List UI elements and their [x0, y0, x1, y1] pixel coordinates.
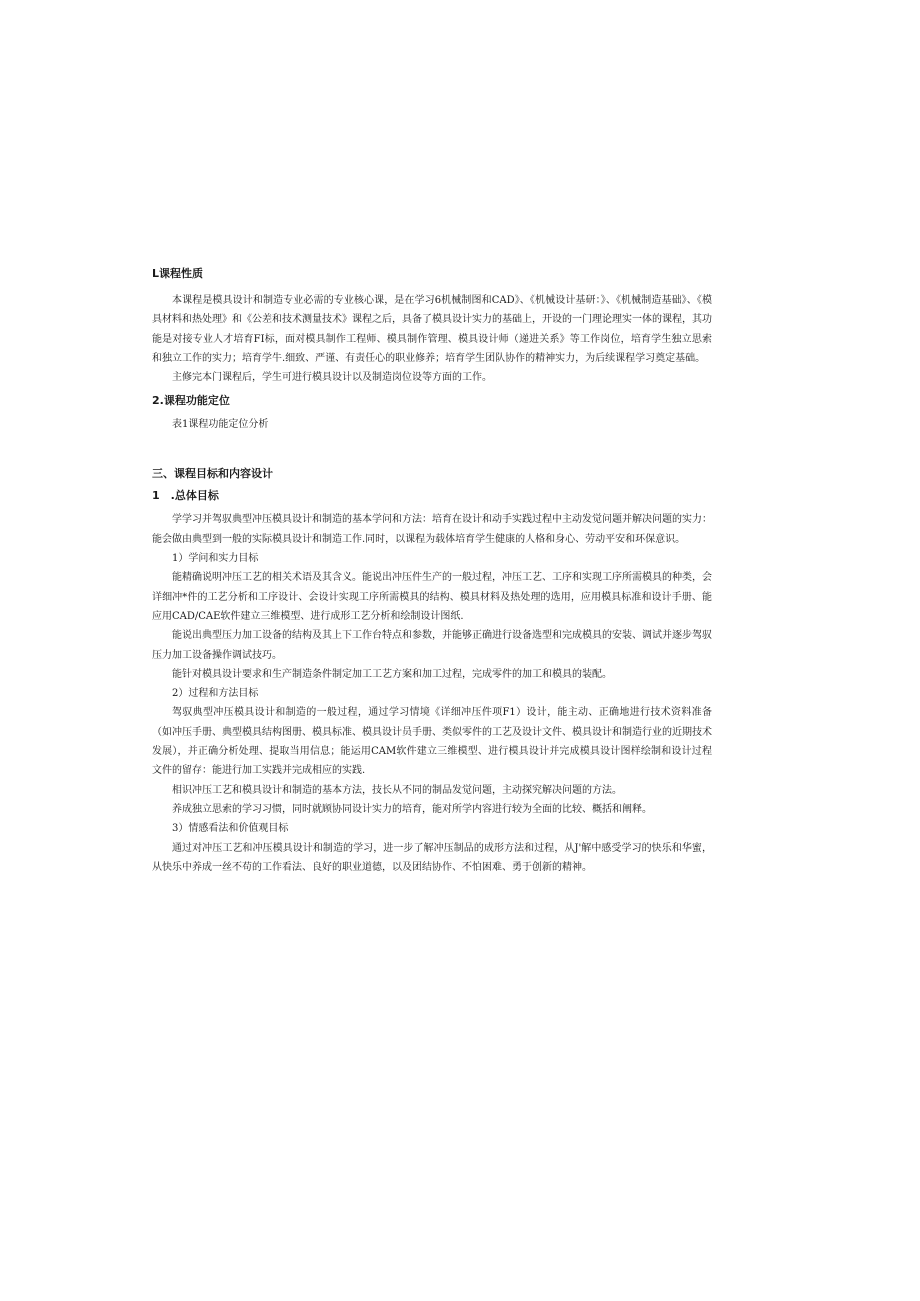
paragraph-overall-goal: 学学习并驾驭典型冲压模具设计和制造的基本学问和方法：培育在设计和动手实践过程中主动发觉问题并解决问题的实力：能会做由典型到一般的实际模具设计和制造工作.同时，以课程为载体培育学生健康的人格和身心、劳动平安和环保意识。	[152, 514, 712, 545]
section-heading-goals-content: 三、课程目标和内容设计	[152, 467, 273, 481]
paragraph-process-3: 养成独立思索的学习习惯，同时就顾协同设计实力的培育，能对所学内容进行较为全面的比较、概括和阐释。	[172, 803, 652, 815]
paragraph-knowledge-1: 能精确说明冲压工艺的相关术语及其含义。能说出冲压件生产的一般过程，冲压工艺、工序和实现工序所需模具的种类，会详细冲*件的工艺分析和工序设计、会设计实现工序所需模具的结构、模具材料及热处理的选用，应用模具标准和设计手册、能应用CAD/CAE软件建立三维模型、进行成形工艺分析和绘制设计图纸.	[152, 572, 712, 622]
paragraph-knowledge-3: 能针对模具设计要求和生产制造条件制定加工工艺方案和加工过程，完成零件的加工和模具的装配。	[172, 668, 612, 680]
paragraph-process-2: 相识冲压工艺和模具设计和制造的基本方法，技长从不同的制品发觉问题，主动探究解决问题的方法。	[172, 784, 622, 796]
paragraph-emotion-1: 通过对冲压工艺和冲压模具设计和制造的学习，进一步了解冲压制品的成形方法和过程，从J'解中感受学习的快乐和华蜜，从快乐中养成一丝不苟的工作看法、良好的职业道德，以及团结协作、不怕困难、勇于创新的精神。	[152, 842, 712, 873]
paragraph-course-nature: 本课程是模具设计和制造专业必需的专业核心课，是在学习6机械制图和CAD》、《机械设计基研：》、《机械制造基础》、《模具材料和热处理》和《公差和技术测量技术》课程之后，具备了模具设计实力的基础上，开设的一门理论理实一体的课程，其功能是对接专业人才培育FI标，面对模具制作工程师、模具制作管理、模具设计师（递进关系》等工作岗位，培育学生独立思索和独立工作的实力；培育学牛.细致、严谨、有责任心的职业修养；培育学生团队协作的精神实力，为后续课程学习奠定基础。	[152, 295, 712, 364]
paragraph-process-1: 驾驭典型冲压模具设计和制造的一般过程，通过学习情境《详细冲压件项F1）设计，能主动、正确地进行技术资料准备（如冲压手册、典型模具结构图册、模具标准、模具设计员手册、类似零件的工艺及设计文件、模具设计和制造行业的近期技术发展），并正确分析处理、提取当用信息；能运用CAM软件建立三维模型、进行模具设计并完成模具设计图样绘制和设计过程文件的留存：能进行加工实践并完成相应的实践.	[152, 707, 712, 777]
paragraph-after-course: 主修完本门课程后，学生可进行模具设计以及制造岗位设等方面的工作。	[172, 372, 492, 384]
section-heading-function-position: 2.课程功能定位	[152, 394, 230, 408]
goal-title-process-method: 2）过程和方法目标	[172, 688, 259, 700]
section-heading-course-nature: L课程性质	[152, 267, 204, 280]
goal-title-emotion-values: 3）情感看法和价值观目标	[172, 823, 289, 835]
document-page	[152, 264, 712, 877]
goal-title-knowledge-ability: 1）学问和实力目标	[172, 553, 259, 565]
subheading-overall-goal: 1 .总体目标	[152, 489, 219, 503]
paragraph-knowledge-2: 能说出典型压力加工设备的结构及其上下工作台特点和参数，并能够正确进行设备选型和完成模具的安装、调试并逐步驾驭压力加工设备操作调试技巧。	[152, 630, 712, 661]
table-caption: 表1课程功能定位分析	[172, 419, 269, 431]
